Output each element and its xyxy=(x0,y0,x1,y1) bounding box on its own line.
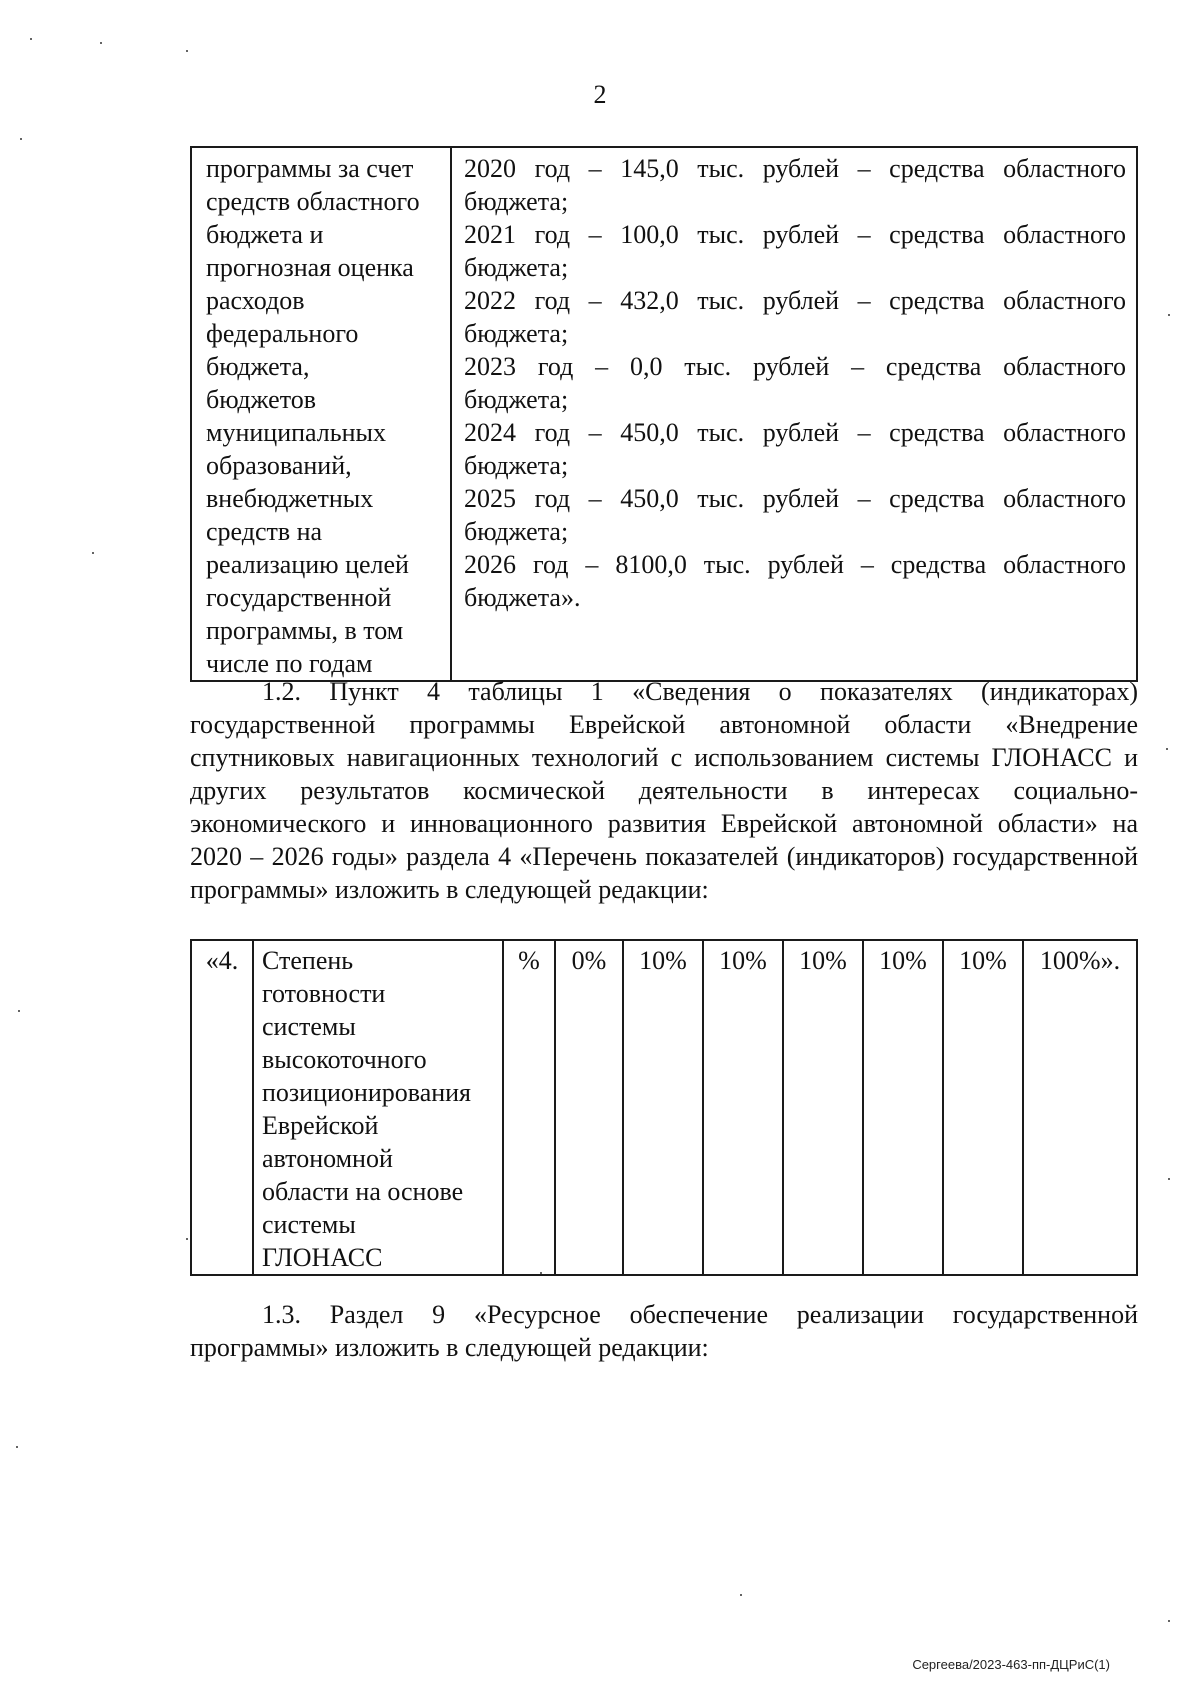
funding-label-line: прогнозная оценка xyxy=(206,253,414,282)
funding-table xyxy=(190,146,1138,682)
funding-label-line: образований, xyxy=(206,451,352,480)
funding-year-line: 2025 год – 450,0 тыс. рублей – средства областного xyxy=(464,484,1126,513)
funding-budget-line: бюджета; xyxy=(464,187,569,216)
indicator-name-line: высокоточного xyxy=(262,1045,427,1074)
page-number: 2 xyxy=(593,80,607,109)
funding-year-line: 2023 год – 0,0 тыс. рублей – средства областного xyxy=(464,352,1126,381)
indicator-name-line: автономной xyxy=(262,1144,393,1173)
indicator-number-cell: «4. xyxy=(191,940,253,1275)
footer-document-code: Сергеева/2023-463-пп-ДЦРиС(1) xyxy=(912,1657,1110,1672)
indicator-name-cell xyxy=(253,940,503,1275)
scan-speck xyxy=(186,50,188,52)
indicator-name-line: позиционирования xyxy=(262,1078,472,1107)
funding-year-line: 2022 год – 432,0 тыс. рублей – средства областного xyxy=(464,286,1126,315)
paragraph-1-3 xyxy=(190,1298,1138,1364)
funding-label-line: федерального xyxy=(206,319,359,348)
funding-budget-line: бюджета; xyxy=(464,451,569,480)
funding-label-line: программы за счет xyxy=(206,154,414,183)
indicator-value-cell: 10% xyxy=(783,940,863,1275)
indicator-name-line: области на основе xyxy=(262,1177,464,1206)
funding-label-cell xyxy=(191,147,451,681)
funding-label-line: средств областного xyxy=(206,187,420,216)
indicator-name-line: Еврейской xyxy=(262,1111,379,1140)
scan-speck xyxy=(30,38,32,40)
indicator-value-cell: 10% xyxy=(863,940,943,1275)
indicator-value-cell: 10% xyxy=(703,940,783,1275)
funding-budget-line: бюджета; xyxy=(464,253,569,282)
scan-speck xyxy=(1168,1178,1170,1180)
scan-speck xyxy=(1166,748,1168,750)
scan-speck xyxy=(1168,314,1170,316)
funding-label-line: государственной xyxy=(206,583,392,612)
scan-speck xyxy=(1168,1620,1170,1622)
funding-label-line: муниципальных xyxy=(206,418,387,447)
indicator-unit-cell: % xyxy=(503,940,555,1275)
indicator-row xyxy=(191,940,1137,1275)
funding-year-line: 2021 год – 100,0 тыс. рублей – средства областного xyxy=(464,220,1126,249)
indicator-name-line: ГЛОНАСС xyxy=(262,1243,383,1272)
paragraph-1-2 xyxy=(190,675,1138,906)
scan-speck xyxy=(186,1238,188,1240)
indicator-name-line: системы xyxy=(262,1210,356,1239)
funding-year-line: 2026 год – 8100,0 тыс. рублей – средства областного xyxy=(464,550,1126,579)
funding-label-line: бюджетов xyxy=(206,385,317,414)
indicator-value-cell: 10% xyxy=(943,940,1023,1275)
scan-speck xyxy=(540,1272,542,1274)
funding-budget-line: бюджета; xyxy=(464,517,569,546)
funding-budget-line: бюджета; xyxy=(464,319,569,348)
funding-label-line: бюджета и xyxy=(206,220,324,249)
indicator-name-line: системы xyxy=(262,1012,356,1041)
indicator-value-cell: 100%». xyxy=(1023,940,1137,1275)
funding-label-line: расходов xyxy=(206,286,305,315)
funding-label-line: программы, в том xyxy=(206,616,404,645)
scan-speck xyxy=(18,1010,20,1012)
indicator-name-line: Степень xyxy=(262,946,354,975)
paragraph-1-3-text: 1.3. Раздел 9 «Ресурсное обеспечение реализации государственной программы» изложить в следующей редакции: xyxy=(190,1300,1138,1362)
scan-speck xyxy=(100,42,102,44)
funding-label-line: реализацию целей xyxy=(206,550,409,579)
funding-budget-line: бюджета». xyxy=(464,583,581,612)
indicator-name-line: готовности xyxy=(262,979,386,1008)
indicator-table xyxy=(190,939,1138,1276)
funding-year-line: 2020 год – 145,0 тыс. рублей – средства областного xyxy=(464,154,1126,183)
paragraph-1-2-text: 1.2. Пункт 4 таблицы 1 «Сведения о показателях (индикаторах) государственной программы Еврейской автономной области «Внедрение спутниковых навигационных технологий с использованием системы ГЛОНАСС и других результатов космической деятельности в интересах социально-экономического и инновационного развития Еврейской автономной области» на 2020 – 2026 годы» раздела 4 «Перечень показателей (индикаторов) государственной программы» изложить в следующей редакции: xyxy=(190,677,1138,904)
scan-speck xyxy=(740,1594,742,1596)
indicator-value-cell: 0% xyxy=(555,940,623,1275)
indicator-value-cell: 10% xyxy=(623,940,703,1275)
funding-row xyxy=(191,147,1137,681)
scan-speck xyxy=(20,138,22,140)
funding-year-line: 2024 год – 450,0 тыс. рублей – средства областного xyxy=(464,418,1126,447)
scan-speck xyxy=(92,552,94,554)
scan-speck xyxy=(16,1446,18,1448)
funding-label-line: числе по годам xyxy=(206,649,373,678)
funding-label-line: внебюджетных xyxy=(206,484,374,513)
funding-amounts-cell xyxy=(451,147,1137,681)
funding-label-line: средств на xyxy=(206,517,323,546)
funding-budget-line: бюджета; xyxy=(464,385,569,414)
funding-label-line: бюджета, xyxy=(206,352,310,381)
